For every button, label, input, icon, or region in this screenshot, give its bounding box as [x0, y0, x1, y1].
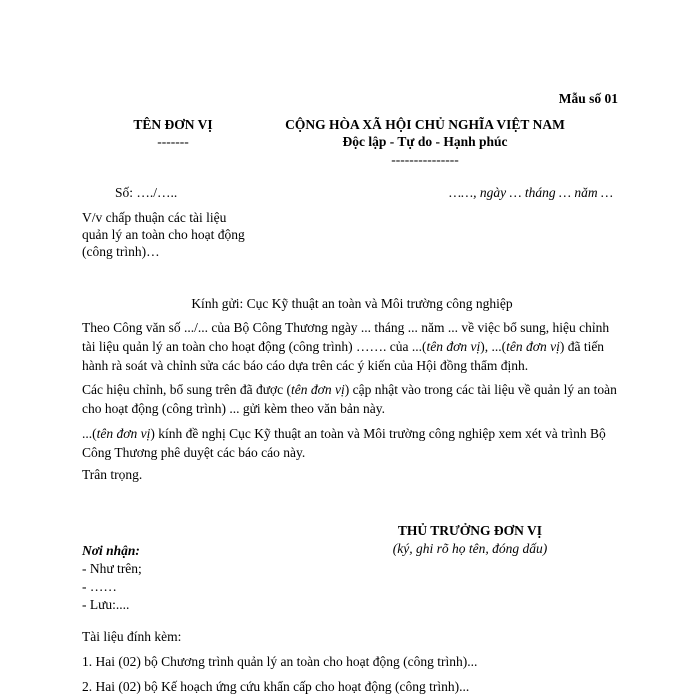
closing-regards: Trân trọng.: [82, 467, 143, 482]
signer-note: (ký, ghi rõ họ tên, đóng dấu): [392, 541, 548, 556]
attachment-item: 2. Hai (02) bộ Kế hoạch ứng cứu khẩn cấp cho hoạt động (công trình)...: [82, 679, 470, 694]
org-name: TÊN ĐƠN VỊ: [133, 117, 213, 132]
recipient-line: Kính gửi: Cục Kỹ thuật an toàn và Môi trường công nghiệp: [191, 296, 513, 311]
subject-line-1: V/v chấp thuận các tài liệu: [82, 210, 227, 225]
body-paragraph-1: Theo Công văn số .../... của Bộ Công Thương ngày ... tháng ... năm ... về việc bổ sung, hiệu chỉnh tài liệu quản lý an toàn cho hoạt động (công trình) ……. của ...(tên đơn vị), ...(tên đơn vị) đã tiến hành rà soát và chỉnh sửa các báo cáo dựa trên các ý kiến của Hội đồng thẩm định.: [82, 320, 610, 373]
receiver-item: - Lưu:....: [82, 597, 130, 612]
document-number: Số: …./…..: [115, 185, 178, 200]
receiver-item: - ……: [82, 579, 117, 594]
receiver-item: - Như trên;: [82, 561, 142, 576]
subject-line-3: (công trình)…: [82, 244, 160, 259]
nation-divider: ---------------: [391, 152, 459, 167]
nation-motto: Độc lập - Tự do - Hạnh phúc: [342, 134, 508, 149]
attachment-item: 1. Hai (02) bộ Chương trình quản lý an toàn cho hoạt động (công trình)...: [82, 654, 478, 669]
form-number: Mẫu số 01: [558, 91, 618, 106]
document-date: ……, ngày … tháng … năm …: [449, 185, 613, 200]
body-paragraph-3: ...(tên đơn vị) kính đề nghị Cục Kỹ thuật an toàn và Môi trường công nghiệp xem xét và trình Bộ Công Thương phê duyệt các báo cáo này.: [82, 426, 606, 460]
nation-title: CỘNG HÒA XÃ HỘI CHỦ NGHĨA VIỆT NAM: [285, 117, 565, 132]
body-paragraph-2: Các hiệu chỉnh, bổ sung trên đã được (tên đơn vị) cập nhật vào trong các tài liệu về quản lý an toàn cho hoạt động (công trình) ... gửi kèm theo văn bản này.: [82, 382, 617, 416]
attachments-title: Tài liệu đính kèm:: [82, 629, 182, 644]
signer-title: THỦ TRƯỞNG ĐƠN VỊ: [397, 523, 543, 538]
subject-line-2: quản lý an toàn cho hoạt động: [82, 227, 245, 242]
receivers-title: Nơi nhận:: [82, 543, 140, 558]
org-divider: -------: [157, 134, 189, 149]
